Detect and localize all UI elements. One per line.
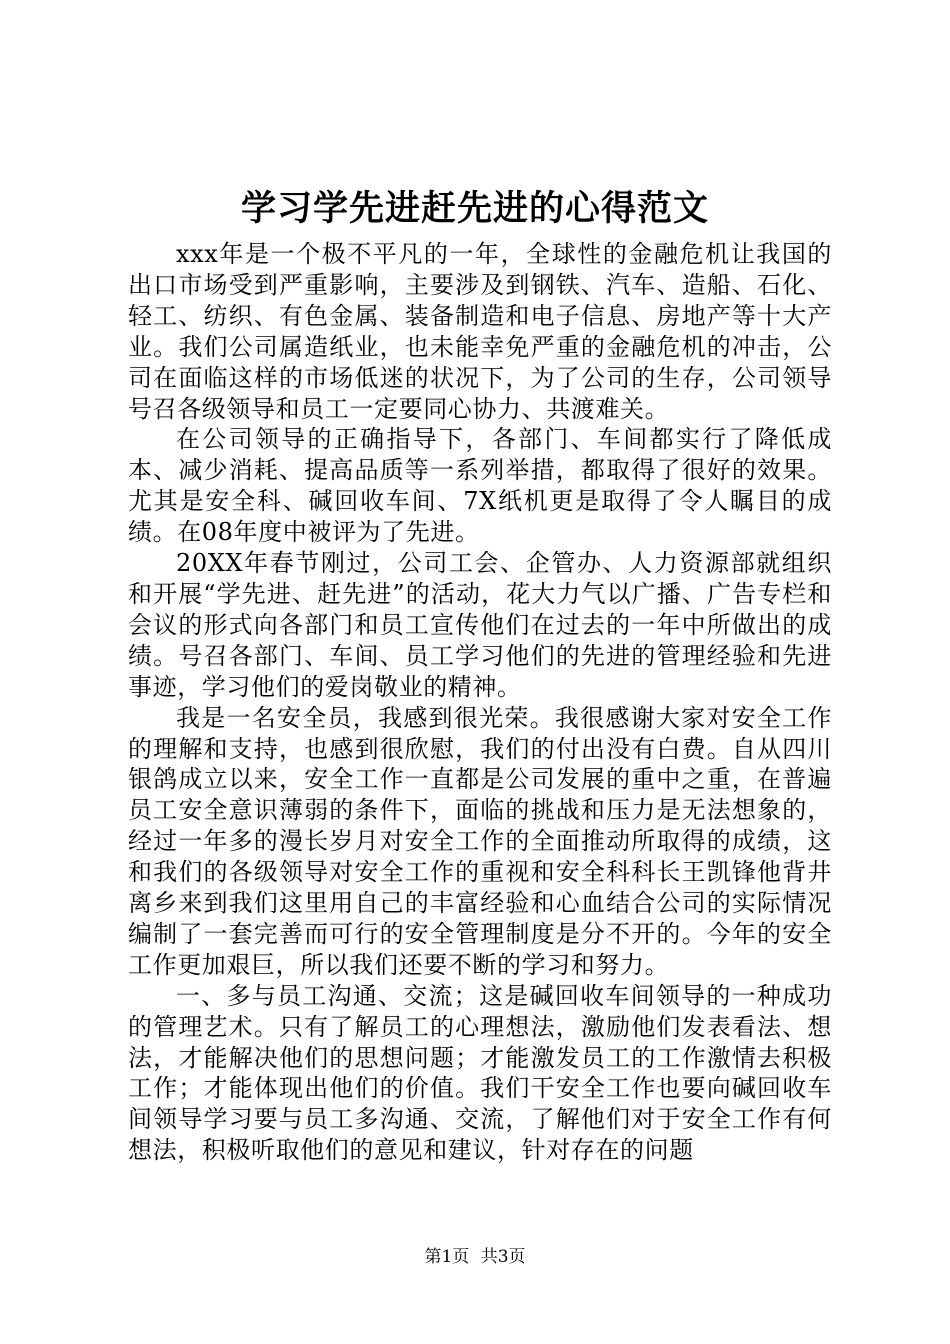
document-body (128, 239, 832, 1166)
paragraph-1: xxx年是一个极不平凡的一年，全球性的金融危机让我国的出口市场受到严重影响，主要涉及到钢铁、汽车、造船、石化、轻工、纺织、有色金属、装备制造和电子信息、房地产等十大产业。我们公司属造纸业，也未能幸免严重的金融危机的冲击，公司在面临这样的市场低迷的状况下，为了公司的生存，公司领导号召各级领导和员工一定要同心协力、共渡难关。 (128, 240, 832, 423)
page-total: 共3页 (480, 1247, 526, 1267)
paragraph-3: 20XX年春节刚过，公司工会、企管办、人力资源部就组织和开展“学先进、赶先进”的活动，花大力气以广播、广告专栏和会议的形式向各部门和员工宣传他们在过去的一年中所做出的成绩。号召各部门、车间、员工学习他们的先进的管理经验和先进事迹，学习他们的爱岗敬业的精神。 (128, 549, 832, 701)
paragraph-2: 在公司领导的正确指导下，各部门、车间都实行了降低成本、减少消耗、提高品质等一系列举措，都取得了很好的效果。尤其是安全科、碱回收车间、7X纸机更是取得了令人瞩目的成绩。在08年度中被评为了先进。 (128, 425, 832, 547)
page-number: 第1页 (424, 1247, 470, 1267)
paragraph-5: 一、多与员工沟通、交流；这是碱回收车间领导的一种成功的管理艺术。只有了解员工的心理想法，激励他们发表看法、想法，才能解决他们的思想问题；才能激发员工的工作激情去积极工作；才能体现出他们的价值。我们干安全工作也要向碱回收车间领导学习要与员工多沟通、交流，了解他们对于安全工作有何想法，积极听取他们的意见和建议，针对存在的问题 (128, 981, 832, 1165)
page-footer (0, 1246, 950, 1268)
paragraph-4: 我是一名安全员，我感到很光荣。我很感谢大家对安全工作的理解和支持，也感到很欣慰，我们的付出没有白费。自从四川银鸽成立以来，安全工作一直都是公司发展的重中之重，在普遍员工安全意识薄弱的条件下，面临的挑战和压力是无法想象的，经过一年多的漫长岁月对安全工作的全面推动所取得的成绩，这和我们的各级领导对安全工作的重视和安全科科长王凯锋他背井离乡来到我们这里用自己的丰富经验和心血结合公司的实际情况编制了一套完善而可行的安全管理制度是分不开的。今年的安全工作更加艰巨，所以我们还要不断的学习和努力。 (128, 703, 832, 979)
document-title: 学习学先进赶先进的心得范文 (240, 188, 709, 229)
